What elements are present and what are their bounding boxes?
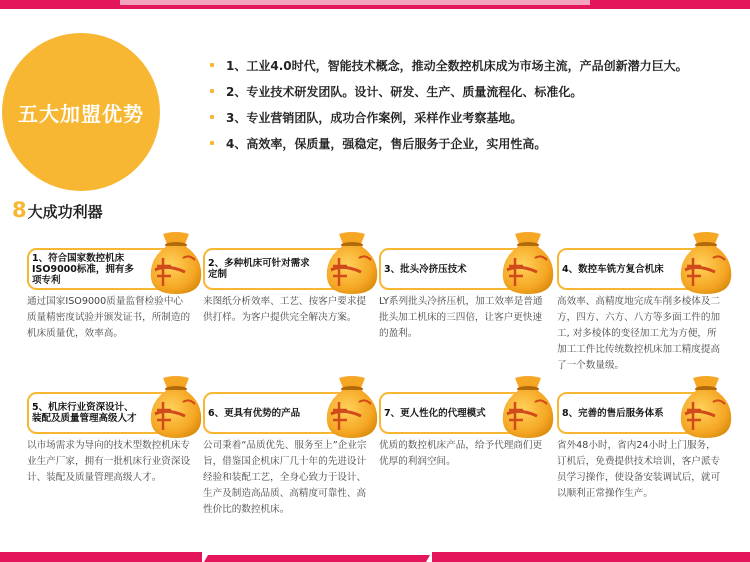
advantage-item bbox=[210, 78, 688, 104]
money-bag-icon bbox=[321, 230, 383, 296]
tool-description: 公司秉着“品质优先、服务至上”企业宗旨，借鉴国企机床厂几十年的先进设计经验和装配工艺，全身心致力于设计、生产及制造高品质、高精度可靠性、高性价比的数控机床。 bbox=[203, 440, 367, 515]
money-bag-icon bbox=[675, 374, 737, 440]
money-bag-icon bbox=[497, 374, 559, 440]
top-banner-highlight bbox=[120, 0, 590, 5]
tool-description: 通过国家ISO9000质量监督检验中心质量精密度试验并颁发证书，所制造的机床质量优，效率高。 bbox=[27, 296, 191, 339]
section-title bbox=[12, 198, 103, 222]
section-heading: 大成功利器 bbox=[27, 203, 103, 221]
tool-label: 7、更人性化的代理模式 bbox=[384, 407, 486, 419]
tool-label: 3、批头冷挤压技术 bbox=[384, 263, 467, 275]
tool-label: 4、数控车铣方复合机床 bbox=[562, 263, 664, 275]
bullet-icon bbox=[210, 141, 214, 145]
advantage-item bbox=[210, 104, 688, 130]
bullet-icon bbox=[210, 63, 214, 67]
bullet-icon bbox=[210, 115, 214, 119]
bottom-banner-stripe bbox=[204, 555, 430, 562]
tool-description: 优质的数控机床产品，给予代理商们更优厚的利润空间。 bbox=[379, 440, 543, 467]
bullet-icon bbox=[210, 89, 214, 93]
advantage-text: 1、工业4.0时代，智能技术概念，推动全数控机床成为市场主流，产品创新潜力巨大。 bbox=[226, 58, 688, 73]
advantage-text: 2、专业技术研发团队。设计、研发、生产、质量流程化、标准化。 bbox=[226, 84, 583, 99]
advantages-list bbox=[210, 52, 688, 156]
tool-label: 8、完善的售后服务体系 bbox=[562, 407, 664, 419]
section-number: 8 bbox=[12, 198, 27, 222]
advantage-text: 3、专业营销团队，成功合作案例，采样作业考察基地。 bbox=[226, 110, 523, 125]
advantage-item bbox=[210, 130, 688, 156]
advantage-item bbox=[210, 52, 688, 78]
tool-description: 省外48小时，省内24小时上门服务，订机后，免费提供技术培训，客户派专员学习操作，使设备安装调试后，就可以顺利正常操作生产。 bbox=[557, 440, 721, 499]
tool-description: LY系列批头冷挤压机，加工效率是普通批头加工机床的三四倍，让客户更快速的盈利。 bbox=[379, 296, 543, 339]
advantages-badge bbox=[2, 33, 160, 191]
advantage-text: 4、高效率，保质量，强稳定，售后服务于企业，实用性高。 bbox=[226, 136, 547, 151]
tool-label: 5、机床行业资深设计、装配及质量管理高级人才 bbox=[32, 402, 137, 424]
money-bag-icon bbox=[145, 230, 207, 296]
tool-label: 1、符合国家数控机床ISO9000标准，拥有多项专利 bbox=[32, 252, 134, 286]
tool-description: 以市场需求为导向的技术型数控机床专业生产厂家，拥有一批机床行业资深设计、装配及质量管理高级人才。 bbox=[27, 440, 191, 483]
tool-label: 2、多种机床可针对需求定制 bbox=[208, 258, 310, 280]
money-bag-icon bbox=[497, 230, 559, 296]
money-bag-icon bbox=[145, 374, 207, 440]
money-bag-icon bbox=[321, 374, 383, 440]
money-bag-icon bbox=[675, 230, 737, 296]
tool-description: 来图纸分析效率、工艺、按客户要求提供打样。为客户提供完全解决方案。 bbox=[203, 296, 367, 323]
tool-label: 6、更具有优势的产品 bbox=[208, 407, 301, 419]
advantages-badge-text: 五大加盟优势 bbox=[18, 101, 144, 126]
tool-description: 高效率、高精度地完成车削多棱体及二方，四方、六方、八方等多面工件的加工, 对多棱体的变径加工尤为方便，所加工工件比传统数控机床加工精度提高了一个数量级。 bbox=[557, 296, 721, 371]
